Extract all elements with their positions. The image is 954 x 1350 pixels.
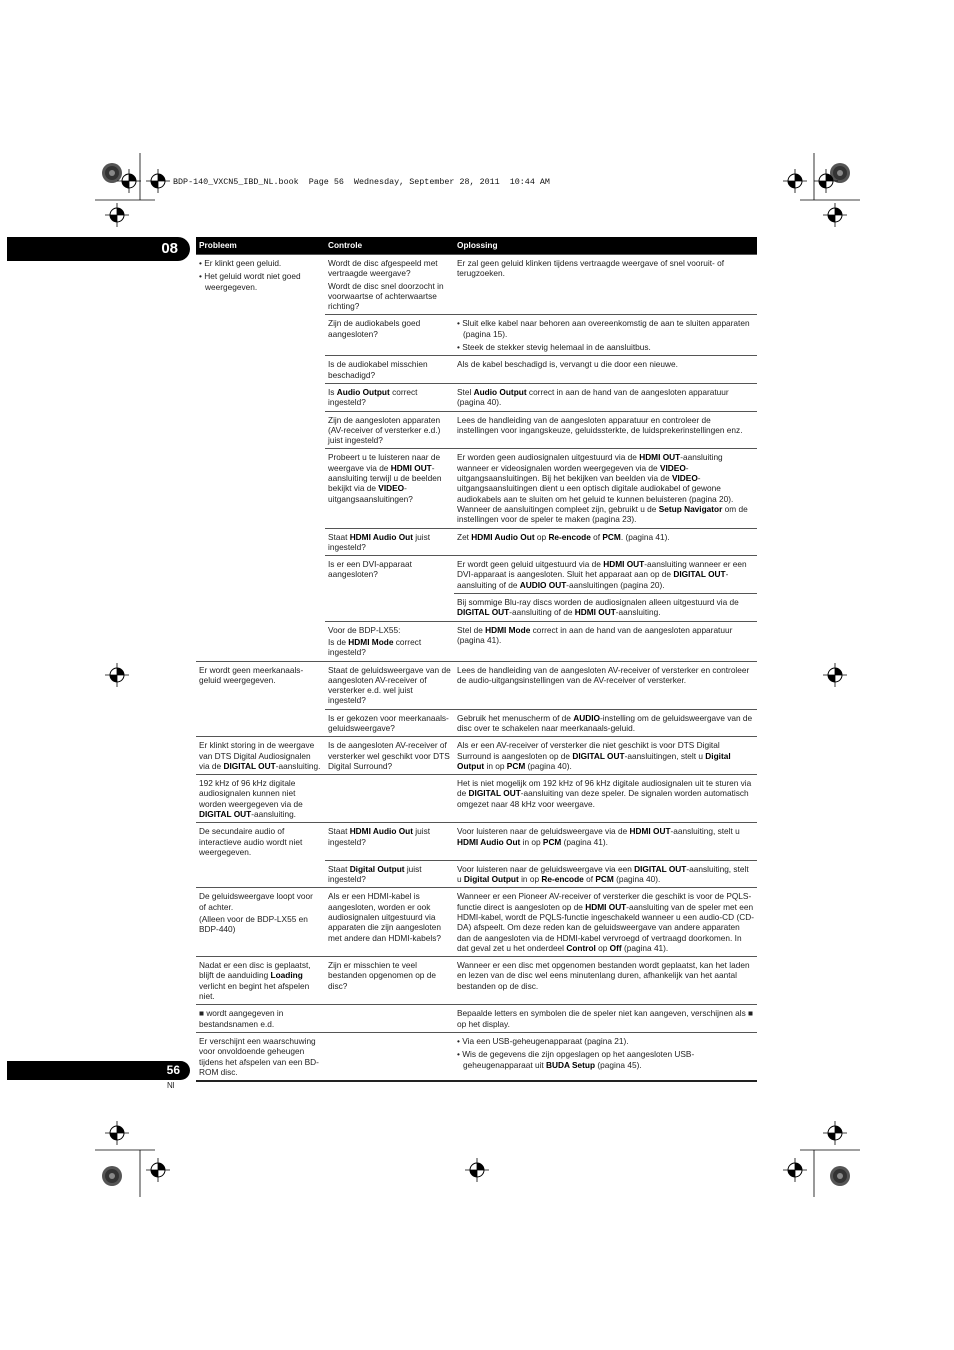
cell-check	[325, 888, 454, 957]
cell-problem	[196, 356, 325, 384]
table-row	[196, 888, 757, 957]
bullet-item: • Sluit elke kabel naar behoren aan overeenkomstig de aan te sluiten apparaten (pagina 15).	[457, 318, 750, 339]
cell-problem	[196, 1032, 325, 1081]
paragraph: Lees de handleiding van de aangesloten apparatuur en controleer de instellingen voor ingangskeuze, geluidssterkte, de luidsprekerinstellingen enz.	[457, 414, 743, 435]
cell-problem	[196, 255, 325, 315]
cell-solution	[454, 1032, 757, 1081]
cell-solution	[454, 556, 757, 594]
cell-problem	[196, 709, 325, 737]
paragraph: Wanneer er een Pioneer AV-receiver of versterker die geschikt is voor de PQLS-functie direct is aangesloten op de HDMI OUT-aansluiting van de speler met een HDMI-kabel, wordt de PQLS-functie ingeschakeld wanneer u een audio-CD (CD-DA) afspeelt. Om deze reden kan de geluidsweergave van andere apparaten dan de aangesloten via de HDMI-kabel vervroegd of vertraagd doorkomen. In dat geval zet u het onderdeel Control op Off (pagina 41).	[457, 891, 754, 953]
table-row	[196, 709, 757, 737]
paragraph: Probeert u te luisteren naar de weergave via de HDMI OUT-aansluiting terwijl u de beelden bekijkt via de VIDEO-uitgangsaansluitingen?	[328, 452, 442, 504]
table-row	[196, 383, 757, 411]
paragraph: Er verschijnt een waarschuwing voor onvoldoende geheugen tijdens het afspelen van een BD-ROM disc.	[199, 1035, 319, 1077]
language-code: Nl	[167, 1081, 175, 1090]
cell-problem	[196, 957, 325, 1005]
table-row	[196, 449, 757, 528]
bullet-item: • Wis de gegevens die zijn opgeslagen op het aangesloten USB-geheugenapparaat uit BUDA Setup (pagina 45).	[457, 1049, 695, 1070]
paragraph: Bepaalde letters en symbolen die de speler niet kan aangeven, verschijnen als ■ op het display.	[457, 1008, 754, 1029]
paragraph: Nadat er een disc is geplaatst, blijft de aanduiding Loading verlicht en begint het afspelen niet.	[199, 960, 311, 1002]
column-header-problem: Probleem	[196, 237, 325, 255]
table-row	[196, 594, 757, 622]
paragraph: Als er een HDMI-kabel is aangesloten, worden er ook audiosignalen uitgestuurd via apparaten die zijn aangesloten met andere dan HDMI-kabels?	[328, 891, 442, 943]
bullet-item: • Het geluid wordt niet goed weergegeven.	[199, 271, 301, 292]
cell-solution	[454, 594, 757, 622]
bullet-item: • Via een USB-geheugenapparaat (pagina 21).	[457, 1035, 629, 1046]
cell-check	[325, 556, 454, 594]
paragraph: Voor de BDP-LX55:	[328, 624, 401, 635]
paragraph: Het is niet mogelijk om 192 kHz of 96 kHz digitale audiosignalen uit te sturen via de DIGITAL OUT-aansluiting van deze speler. De signalen worden automatisch omgezet naar 48 kHz voor weergave.	[457, 778, 752, 809]
cell-solution	[454, 661, 757, 709]
cell-problem	[196, 621, 325, 661]
cell-check	[325, 957, 454, 1005]
cell-check	[325, 621, 454, 661]
paragraph: Is de HDMI Mode correct ingesteld?	[328, 636, 422, 658]
cell-solution	[454, 1005, 757, 1033]
paragraph: ■ wordt aangegeven in bestandsnamen e.d.	[199, 1008, 284, 1029]
column-header-check: Controle	[325, 237, 454, 255]
cell-check	[325, 356, 454, 384]
paragraph: Er klinkt storing in de weergave van DTS Digital Audiosignalen via de DIGITAL OUT-aansluiting.	[199, 740, 321, 771]
paragraph: (Alleen voor de BDP-LX55 en BDP-440)	[199, 913, 308, 935]
paragraph: Voor luisteren naar de geluidsweergave via een DIGITAL OUT-aansluiting, stelt u Digital Output in op Re-encode of PCM (pagina 40).	[457, 863, 749, 885]
cell-solution	[454, 383, 757, 411]
troubleshooting-table	[196, 237, 757, 1082]
cell-check	[325, 315, 454, 356]
cell-solution	[454, 411, 757, 449]
cell-solution	[454, 709, 757, 737]
paragraph: Stel de HDMI Mode correct in aan de hand van de aangesloten apparatuur (pagina 41).	[457, 624, 733, 645]
paragraph: Er wordt geen geluid uitgestuurd via de HDMI OUT-aansluiting wanneer er een DVI-apparaat is aangesloten. Sluit het apparaat aan op de DIGITAL OUT-aansluiting of de AUDIO OUT-aansluitingen (pagina 20).	[457, 559, 747, 590]
cell-problem	[196, 411, 325, 449]
paragraph: Is er een DVI-apparaat aangesloten?	[328, 559, 412, 580]
cell-solution	[454, 775, 757, 823]
column-header-solution: Oplossing	[454, 237, 757, 255]
paragraph: Staat de geluidsweergave van de aangesloten AV-receiver of versterker e.d. wel juist ingesteld?	[328, 664, 451, 706]
paragraph: Als de kabel beschadigd is, vervangt u die door een nieuwe.	[457, 359, 678, 370]
cell-problem	[196, 556, 325, 594]
cell-check	[325, 709, 454, 737]
cell-solution	[454, 528, 757, 556]
table-row	[196, 1005, 757, 1033]
paragraph: Wordt de disc afgespeeld met vertraagde weergave?	[328, 258, 438, 279]
cell-solution	[454, 449, 757, 528]
cell-solution	[454, 315, 757, 356]
cell-check	[325, 860, 454, 888]
cell-check	[325, 528, 454, 556]
cell-problem	[196, 528, 325, 556]
paragraph: Staat HDMI Audio Out juist ingesteld?	[328, 531, 431, 552]
paragraph: Gebruik het menuscherm of de AUDIO-instelling om de geluidsweergave van de disc over te schakelen naar meerkanaals-geluid.	[457, 712, 753, 733]
table-row	[196, 356, 757, 384]
cell-check	[325, 411, 454, 449]
table-row	[196, 1032, 757, 1081]
paragraph: Er wordt geen meerkanaals-geluid weergegeven.	[199, 664, 304, 685]
cell-problem	[196, 661, 325, 709]
table-row	[196, 528, 757, 556]
cell-problem	[196, 315, 325, 356]
cell-problem	[196, 823, 325, 860]
paragraph: De geluidsweergave loopt voor of achter.	[199, 891, 313, 912]
print-header: BDP-140_VXCN5_IBD_NL.book Page 56 Wednesday, September 28, 2011 10:44 AM	[173, 177, 550, 187]
table-row	[196, 957, 757, 1005]
bullet-item: • Er klinkt geen geluid.	[199, 258, 282, 268]
paragraph: Zijn de audiokabels goed aangesloten?	[328, 318, 421, 339]
cell-check	[325, 1032, 454, 1081]
cell-solution	[454, 621, 757, 661]
cell-problem	[196, 737, 325, 775]
cell-problem	[196, 594, 325, 622]
paragraph: Zet HDMI Audio Out op Re-encode of PCM. (pagina 41).	[457, 531, 670, 542]
cell-check	[325, 383, 454, 411]
bullet-item: • Steek de stekker stevig helemaal in de aansluitbus.	[457, 342, 651, 353]
paragraph: 192 kHz of 96 kHz digitale audiosignalen kunnen niet worden weergegeven via de DIGITAL OUT-aansluiting.	[199, 778, 303, 820]
cell-solution	[454, 356, 757, 384]
table-row	[196, 737, 757, 775]
paragraph: Bij sommige Blu-ray discs worden de audiosignalen alleen uitgestuurd via de DIGITAL OUT-aansluiting of de HDMI OUT-aansluiting.	[457, 597, 739, 618]
cell-solution	[454, 860, 757, 888]
cell-problem	[196, 449, 325, 528]
paragraph: Als er een AV-receiver of versterker die niet geschikt is voor DTS Digital Surround is aangesloten op de DIGITAL OUT-aansluitingen, stelt u Digital Output in op PCM (pagina 40).	[457, 740, 731, 771]
cell-problem	[196, 383, 325, 411]
cell-check	[325, 737, 454, 775]
paragraph: Wordt de disc snel doorzocht in voorwaartse of achterwaartse richting?	[328, 280, 444, 312]
page-number-tab: 56	[7, 1061, 190, 1080]
table-row	[196, 255, 757, 315]
paragraph: Is de audiokabel misschien beschadigd?	[328, 359, 428, 380]
cell-problem	[196, 888, 325, 957]
cell-problem	[196, 775, 325, 823]
cell-problem	[196, 860, 325, 888]
table-row	[196, 411, 757, 449]
paragraph: Zijn er misschien te veel bestanden opgenomen op de disc?	[328, 960, 436, 991]
table-row	[196, 661, 757, 709]
cell-solution	[454, 957, 757, 1005]
cell-check	[325, 775, 454, 823]
paragraph: Staat HDMI Audio Out juist ingesteld?	[328, 826, 431, 847]
paragraph: Voor luisteren naar de geluidsweergave via de HDMI OUT-aansluiting, stelt u HDMI Audio Out in op PCM (pagina 41).	[457, 826, 740, 847]
paragraph: Is Audio Output correct ingesteld?	[328, 386, 418, 408]
paragraph: Stel Audio Output correct in aan de hand van de aangesloten apparatuur (pagina 40).	[457, 386, 729, 408]
cell-check	[325, 449, 454, 528]
table-row	[196, 823, 757, 860]
cell-solution	[454, 823, 757, 860]
paragraph: Lees de handleiding van de aangesloten AV-receiver of versterker en controleer de audio-uitgangsinstellingen van de AV-receiver of versterker.	[457, 664, 750, 685]
paragraph: Wanneer er een disc met opgenomen bestanden wordt geplaatst, kan het laden en lezen van de disc wel eens minutenlang duren, afhankelijk van het aantal bestanden op de disc.	[457, 960, 750, 991]
paragraph: De secundaire audio of interactieve audio wordt niet weergegeven.	[199, 826, 303, 857]
paragraph: Staat Digital Output juist ingesteld?	[328, 863, 422, 885]
table-row	[196, 775, 757, 823]
cell-solution	[454, 888, 757, 957]
cell-check	[325, 823, 454, 860]
paragraph: Is de aangesloten AV-receiver of versterker wel geschikt voor DTS Digital Surround?	[328, 740, 450, 771]
table-row	[196, 860, 757, 888]
cell-solution	[454, 255, 757, 315]
cell-check	[325, 1005, 454, 1033]
cell-check	[325, 594, 454, 622]
cell-check	[325, 255, 454, 315]
table-row	[196, 621, 757, 661]
table-row	[196, 556, 757, 594]
table-row	[196, 315, 757, 356]
chapter-number-tab: 08	[7, 237, 190, 261]
cell-check	[325, 661, 454, 709]
paragraph: Zijn de aangesloten apparaten (AV-receiver of versterker e.d.) juist ingesteld?	[328, 414, 441, 446]
paragraph: Er zal geen geluid klinken tijdens vertraagde weergave of snel vooruit- of terugzoeken.	[457, 258, 725, 279]
paragraph: Er worden geen audiosignalen uitgestuurd via de HDMI OUT-aansluiting wanneer er videosignalen worden weergegeven via de VIDEO-uitgangsaansluitingen. Bij het bekijken van beelden via de VIDEO-uitgangsaansluitingen dient u een optisch digitale audiokabel of gewone audiokabels aan te sluiten om het geluid te kunnen beluisteren (pagina 20). Wanneer de aansluitingen compleet zijn, gebruikt u de Setup Navigator om de instellingen voor de speler te maken (pagina 23).	[457, 452, 748, 525]
table-header-row	[196, 237, 757, 255]
cell-solution	[454, 737, 757, 775]
cell-problem	[196, 1005, 325, 1033]
paragraph: Is er gekozen voor meerkanaals-geluidsweergave?	[328, 712, 449, 733]
